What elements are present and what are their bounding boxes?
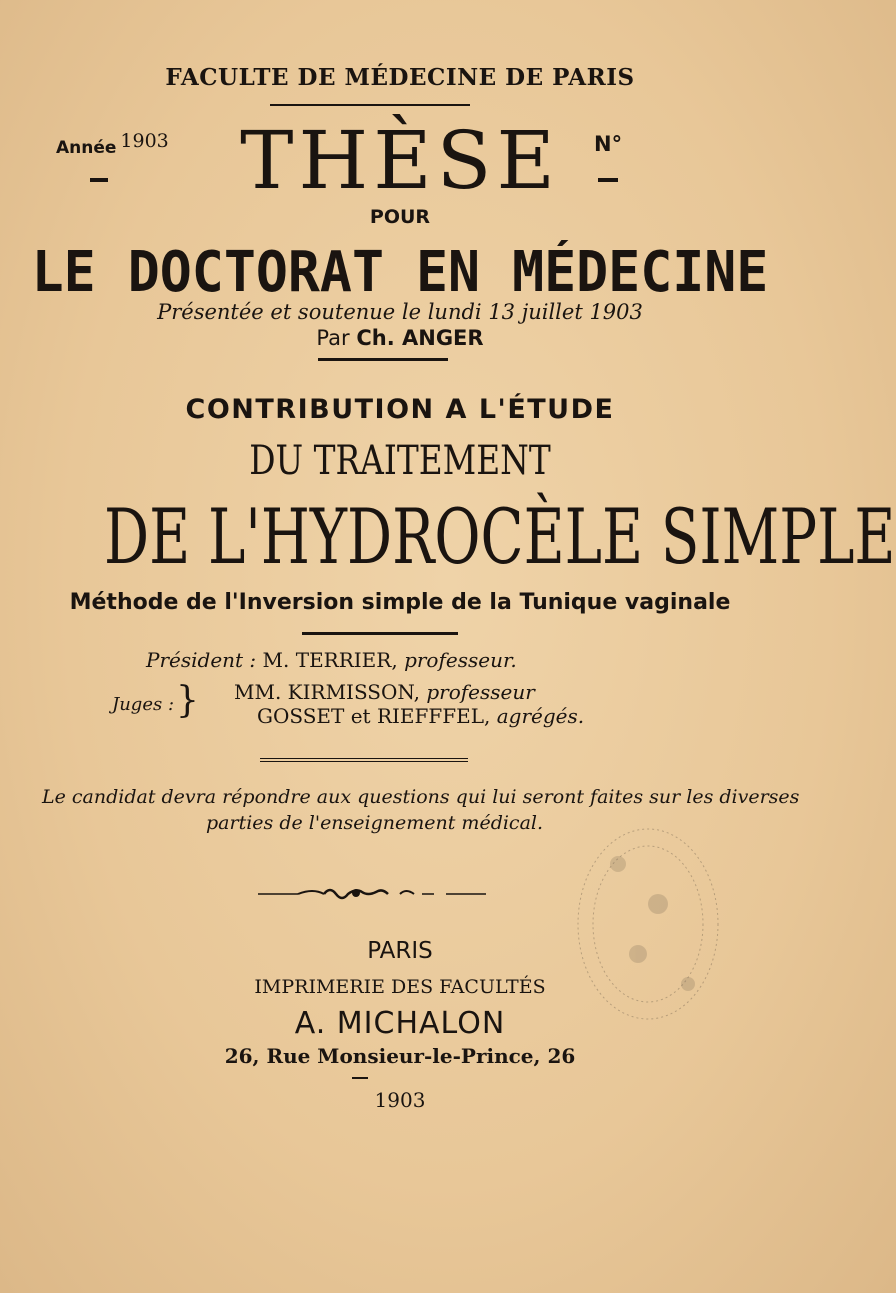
- divider: [318, 358, 448, 361]
- juge-1-title: professeur: [426, 680, 535, 704]
- president-line: [146, 648, 517, 672]
- president-title: professeur.: [404, 648, 517, 672]
- annee-label: Année: [56, 138, 117, 158]
- juge-2: [257, 704, 584, 728]
- president-label: Président :: [146, 648, 257, 672]
- president-name: M. TERRIER,: [262, 648, 398, 672]
- presentation-date: Présentée et soutenue le lundi 13 juillet 1903: [157, 300, 643, 324]
- notice-line-1: Le candidat devra répondre aux questions qui lui seront faites sur les diverses: [42, 786, 800, 808]
- subject-line-3: DE L'HYDROCÈLE SIMPLE: [104, 492, 896, 581]
- library-stamp-mark: [548, 804, 728, 1044]
- divider: [260, 761, 468, 762]
- juge-1-name: MM. KIRMISSON,: [234, 680, 420, 704]
- dash: [598, 178, 618, 182]
- thesis-title: THÈSE: [240, 114, 560, 207]
- author-name: Ch. ANGER: [356, 326, 484, 350]
- pour-label: POUR: [369, 206, 431, 228]
- juge-2-title: agrégés.: [496, 704, 585, 728]
- juges-label: Juges :: [112, 694, 175, 715]
- subject-line-2: DU TRAITEMENT: [249, 438, 551, 484]
- annee-year: 1903: [120, 130, 169, 152]
- divider: [352, 1077, 368, 1079]
- imprint-publisher: A. MICHALON: [294, 1006, 506, 1041]
- degree-heading: LE DOCTORAT EN MÉDECINE: [31, 240, 769, 305]
- imprint-year: 1903: [374, 1088, 426, 1112]
- imprint-city: PARIS: [367, 938, 433, 964]
- author-line: [0, 326, 800, 350]
- imprint-address: 26, Rue Monsieur-le-Prince, 26: [224, 1044, 576, 1068]
- divider: [260, 758, 468, 759]
- imprint-printer: IMPRIMERIE DES FACULTÉS: [254, 976, 546, 998]
- numero-label: N°: [594, 132, 623, 156]
- brace: }: [176, 680, 199, 721]
- juge-2-name: GOSSET et RIEFFFEL,: [257, 704, 491, 728]
- subject-subtitle: Méthode de l'Inversion simple de la Tunique vaginale: [69, 590, 731, 615]
- juge-1: [234, 680, 535, 704]
- author-prefix: Par: [316, 326, 350, 350]
- notice-line-2: parties de l'enseignement médical.: [206, 812, 544, 834]
- faculty-heading: FACULTE DE MÉDECINE DE PARIS: [165, 64, 635, 91]
- divider: [302, 632, 458, 635]
- divider: [270, 104, 470, 106]
- ornament: [258, 884, 488, 904]
- subject-line-1: CONTRIBUTION A L'ÉTUDE: [185, 394, 615, 425]
